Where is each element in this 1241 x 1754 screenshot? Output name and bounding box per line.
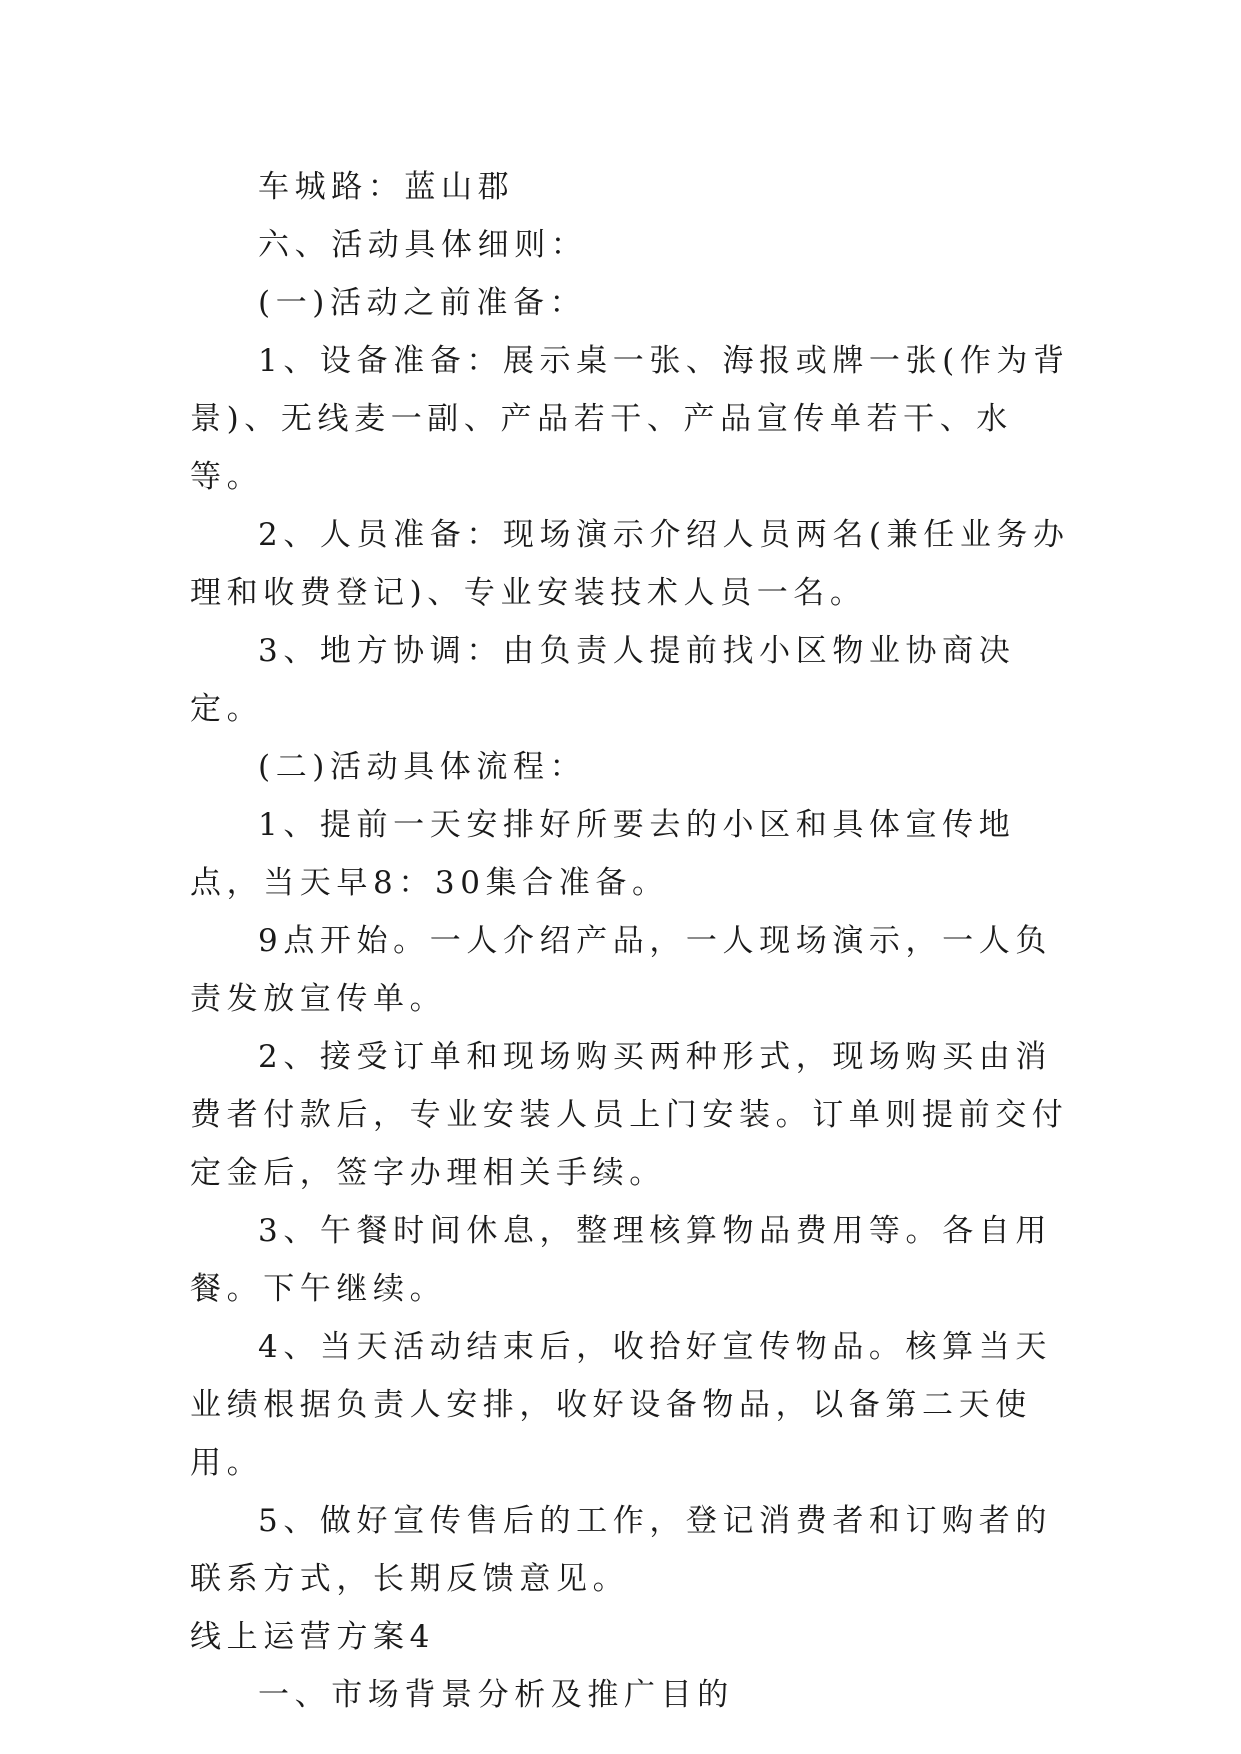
paragraph: 2、人员准备：现场演示介绍人员两名(兼任业务办理和收费登记)、专业安装技术人员一名。 (190, 517, 1070, 611)
paragraph: 1、提前一天安排好所要去的小区和具体宣传地点，当天早8：30集合准备。 (190, 807, 1016, 901)
paragraph: 3、地方协调：由负责人提前找小区物业协商决定。 (190, 633, 1016, 727)
paragraph: 5、做好宣传售后的工作，登记消费者和订购者的联系方式，长期反馈意见。 (190, 1503, 1052, 1597)
document-title: 线上运营方案4 (190, 1619, 435, 1655)
subsection-heading: (二)活动具体流程： (258, 749, 587, 785)
paragraph: 4、当天活动结束后，收拾好宣传物品。核算当天业绩根据负责人安排，收好设备物品，以备第二天使用。 (190, 1329, 1052, 1481)
section-heading: 六、活动具体细则： (258, 227, 588, 263)
subsection-heading: (一)活动之前准备： (258, 285, 587, 321)
paragraph: 车城路：蓝山郡 (258, 169, 515, 205)
paragraph: 3、午餐时间休息，整理核算物品费用等。各自用餐。下午继续。 (190, 1213, 1052, 1307)
section-heading: 一、市场背景分析及推广目的 (258, 1677, 734, 1713)
paragraph: 9点开始。一人介绍产品，一人现场演示，一人负责发放宣传单。 (190, 923, 1052, 1017)
document-body (190, 158, 1070, 1724)
paragraph: 1、设备准备：展示桌一张、海报或牌一张(作为背景)、无线麦一副、产品若干、产品宣传单若干、水等。 (190, 343, 1070, 495)
paragraph: 2、接受订单和现场购买两种形式，现场购买由消费者付款后，专业安装人员上门安装。订单则提前交付定金后，签字办理相关手续。 (190, 1039, 1069, 1191)
